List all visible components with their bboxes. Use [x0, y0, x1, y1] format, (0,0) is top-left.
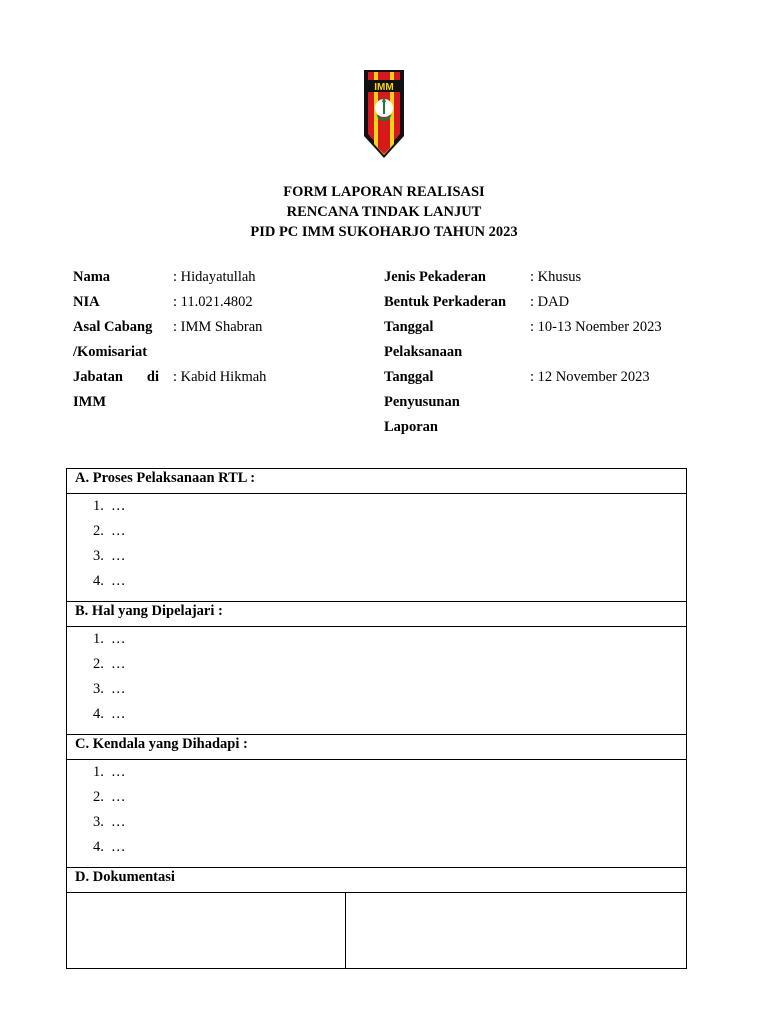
nama-label: Nama — [73, 269, 111, 285]
list-item: 2. … — [93, 789, 126, 805]
list-item: 2. … — [93, 656, 126, 672]
documentation-cell-right — [346, 893, 687, 969]
tanggal-penyusunan-label-3: Laporan — [384, 419, 438, 435]
section-a-items — [67, 494, 687, 602]
nia-value: : 11.021.4802 — [173, 294, 253, 310]
jabatan-label-word: Jabatan — [73, 369, 123, 385]
tanggal-penyusunan-label-1: Tanggal — [384, 369, 434, 385]
list-item: 3. … — [93, 814, 126, 830]
list-item: 1. … — [93, 764, 126, 780]
form-title-line-2: RENCANA TINDAK LANJUT — [286, 204, 482, 220]
report-table — [66, 468, 687, 969]
list-item: 4. … — [93, 706, 126, 722]
section-c-heading: C. Kendala yang Dihadapi : — [67, 735, 687, 760]
imm-logo — [362, 66, 406, 160]
documentation-cell-left — [67, 893, 346, 969]
list-item: 4. … — [93, 573, 126, 589]
section-c-items — [67, 760, 687, 868]
bentuk-perkaderan-label: Bentuk Perkaderan — [384, 294, 507, 310]
bentuk-perkaderan-value: : DAD — [530, 294, 570, 310]
list-item: 4. … — [93, 839, 126, 855]
section-a-heading: A. Proses Pelaksanaan RTL : — [67, 469, 687, 494]
jabatan-label-imm: IMM — [73, 394, 107, 410]
list-item: 1. … — [93, 631, 126, 647]
komisariat-label: /Komisariat — [73, 344, 148, 360]
form-title-line-1: FORM LAPORAN REALISASI — [283, 184, 485, 200]
form-title-line-3: PID PC IMM SUKOHARJO TAHUN 2023 — [250, 224, 518, 240]
nama-value: : Hidayatullah — [173, 269, 256, 285]
nia-label: NIA — [73, 294, 100, 310]
asal-cabang-label: Asal Cabang — [73, 319, 153, 335]
tanggal-pelaksanaan-label-2: Pelaksanaan — [384, 344, 463, 360]
section-b-items — [67, 627, 687, 735]
svg-text:IMM: IMM — [374, 82, 394, 93]
list-item: 2. … — [93, 523, 126, 539]
tanggal-pelaksanaan-label-1: Tanggal — [384, 319, 434, 335]
section-d-heading: D. Dokumentasi — [67, 868, 687, 893]
section-b-heading: B. Hal yang Dipelajari : — [67, 602, 687, 627]
jenis-pekaderan-label: Jenis Pekaderan — [384, 269, 486, 285]
jabatan-label-di: di — [146, 369, 159, 385]
list-item: 3. … — [93, 548, 126, 564]
tanggal-pelaksanaan-value: : 10-13 Noember 2023 — [530, 319, 662, 335]
asal-value: : IMM Shabran — [173, 319, 263, 335]
jabatan-value: : Kabid Hikmah — [173, 369, 267, 385]
list-item: 1. … — [93, 498, 126, 514]
list-item: 3. … — [93, 681, 126, 697]
jabatan-label — [73, 367, 159, 387]
jenis-pekaderan-value: : Khusus — [530, 269, 582, 285]
tanggal-penyusunan-value: : 12 November 2023 — [530, 369, 650, 385]
tanggal-penyusunan-label-2: Penyusunan — [384, 394, 460, 410]
